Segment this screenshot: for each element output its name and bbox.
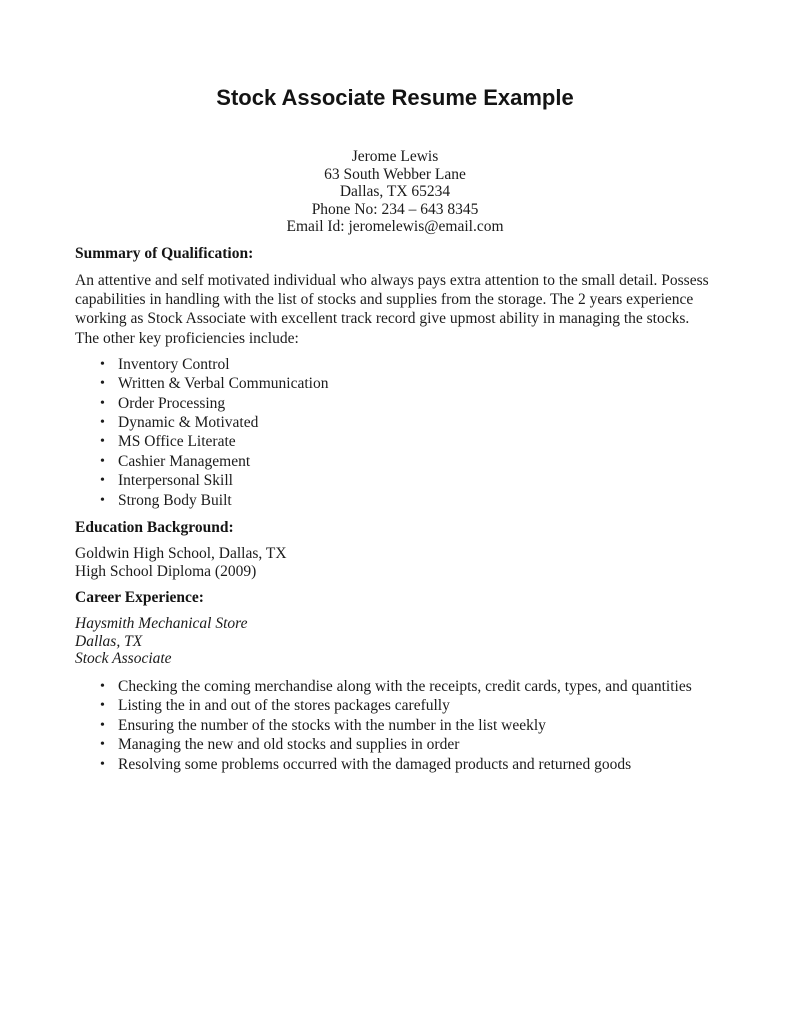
list-item: • Dynamic & Motivated <box>100 413 715 432</box>
summary-paragraph: An attentive and self motivated individual who always pays extra attention to the small detail. Possess capabilities in handling with the list of stocks and supplies from the storage. The 2 years experience working as Stock Associate with excellent track record give upmost ability in managing the stocks. The other key proficiencies include: <box>75 271 709 347</box>
section-heading-education: Education Background: <box>75 519 234 537</box>
list-item: • Checking the coming merchandise along with the receipts, credit cards, types, and quantities <box>100 677 715 696</box>
list-item: • Listing the in and out of the stores packages carefully <box>100 696 715 715</box>
section-heading-summary: Summary of Qualification: <box>75 244 254 262</box>
list-item: • Resolving some problems occurred with the damaged products and returned goods <box>100 755 715 774</box>
list-item: • MS Office Literate <box>100 432 715 451</box>
job-title: Stock Associate <box>75 650 172 668</box>
list-item: • Ensuring the number of the stocks with the number in the list weekly <box>100 716 715 735</box>
contact-block <box>75 148 715 236</box>
employer-name: Haysmith Mechanical Store <box>75 615 248 633</box>
list-item: • Strong Body Built <box>100 491 715 510</box>
education-school: Goldwin High School, Dallas, TX <box>75 545 287 563</box>
list-item: • Written & Verbal Communication <box>100 374 715 393</box>
education-block <box>75 545 715 580</box>
page-title: Stock Associate Resume Example <box>216 85 574 110</box>
list-item: • Inventory Control <box>100 355 715 374</box>
list-item: • Managing the new and old stocks and supplies in order <box>100 735 715 754</box>
contact-city: Dallas, TX 65234 <box>339 183 451 201</box>
list-item: • Cashier Management <box>100 452 715 471</box>
contact-name: Jerome Lewis <box>351 148 439 165</box>
education-diploma: High School Diploma (2009) <box>75 562 257 580</box>
employer-block <box>75 615 715 668</box>
contact-email: Email Id: jeromelewis@email.com <box>286 218 504 236</box>
duties-list <box>75 677 715 774</box>
contact-phone: Phone No: 234 – 643 8345 <box>311 200 479 218</box>
list-item: • Interpersonal Skill <box>100 471 715 490</box>
section-heading-career: Career Experience: <box>75 589 204 607</box>
list-item: • Order Processing <box>100 394 715 413</box>
employer-location: Dallas, TX <box>75 632 143 650</box>
proficiencies-list <box>75 355 715 510</box>
contact-street: 63 South Webber Lane <box>324 165 466 183</box>
